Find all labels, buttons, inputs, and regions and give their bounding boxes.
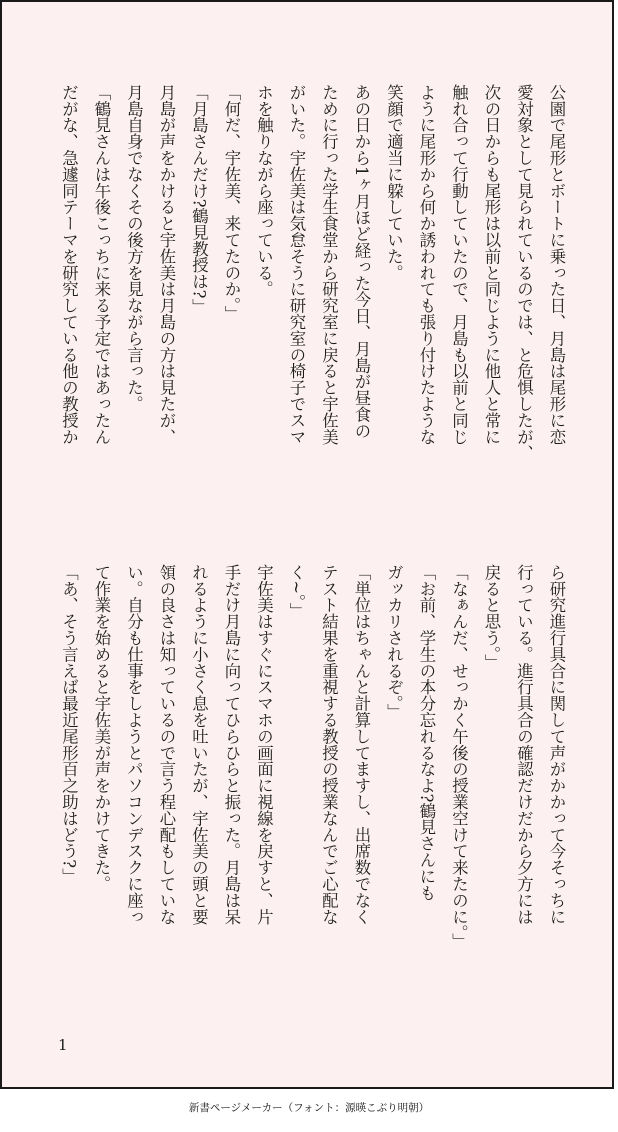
- text-line: 「あ、そう言えば最近尾形百之助はどう?」: [59, 564, 79, 885]
- text-line: 触れ合って行動していたので、月島も以前と同じ: [449, 84, 469, 445]
- text-line: ホを触りながら座っている。: [254, 84, 274, 298]
- text-block-upper: [52, 84, 572, 524]
- text-line: 笑顔で適当に躱していた。: [384, 84, 404, 281]
- text-line: がいた。宇佐美は気怠そうに研究室の椅子でスマ: [287, 84, 306, 445]
- text-line: ために行った学生食堂から研究室に戻ると宇佐美: [319, 84, 339, 445]
- text-line: 手だけ月島に向ってひらひらと振った。月島は呆: [222, 564, 241, 925]
- text-line: 宇佐美はすぐにスマホの画面に視線を戻すと、片: [254, 564, 274, 925]
- text-line: れるように小さく息を吐いたが、宇佐美の頭と要: [189, 564, 209, 925]
- text-line: 「お前、学生の本分忘れるなよ?鶴見さんにも: [417, 564, 436, 901]
- text-line: 「単位はちゃんと計算してますし、出席数でなく: [352, 564, 371, 925]
- text-line: 月島が声をかけると宇佐美は月島の方は見たが、: [157, 84, 176, 445]
- text-line: 行っている。進行具合の確認だけだから夕方には: [514, 564, 534, 925]
- text-line: 「鶴見さんは午後こっちに来る予定ではあったん: [92, 84, 111, 445]
- text-line: テスト結果を重視する教授の授業なんでご心配な: [319, 564, 339, 925]
- text-line: 「何だ、宇佐美、来てたのか。」: [222, 84, 241, 322]
- text-line: ように尾形から何か誘われても張り付けたような: [417, 84, 436, 445]
- text-line: 「月島さんだけ?鶴見教授は?」: [189, 84, 209, 315]
- text-line: 領の良さは知っているので言う程心配もしていな: [157, 564, 176, 925]
- text-line: 「なぁんだ、せっかく午後の授業空けて来たのに。」: [449, 564, 469, 950]
- text-line: 次の日からも尾形は以前と同じように他人と常に: [482, 84, 501, 445]
- text-line: ガッカリされるぞ。」: [384, 564, 404, 720]
- text-block-lower: [52, 564, 572, 1004]
- text-line: く~。」: [287, 564, 306, 619]
- text-line: ら研究進行具合に関して声がかかって今そっちに: [547, 564, 566, 925]
- text-line: い。自分も仕事をしようとパソコンデスクに座っ: [124, 564, 144, 925]
- text-line: て作業を始めると宇佐美が声をかけてきた。: [92, 564, 111, 892]
- page-number: 1: [58, 1036, 68, 1054]
- text-line: あの日から1ヶ月ほど経った今日、月島が昼食の: [352, 84, 371, 439]
- text-line: 戻ると思う。」: [482, 564, 501, 671]
- text-line: 公園で尾形とボートに乗った日、月島は尾形に恋: [547, 84, 566, 445]
- text-line: だがな、急遽同テーマを研究している他の教授か: [59, 84, 79, 445]
- text-line: 愛対象として見られているのでは、と危惧したが、: [514, 84, 534, 462]
- footer-credit: 新書ページメーカー（フォント：源暎こぶり明朝）: [188, 1102, 430, 1114]
- text-line: 月島自身でなくその後方を見ながら言った。: [124, 84, 144, 412]
